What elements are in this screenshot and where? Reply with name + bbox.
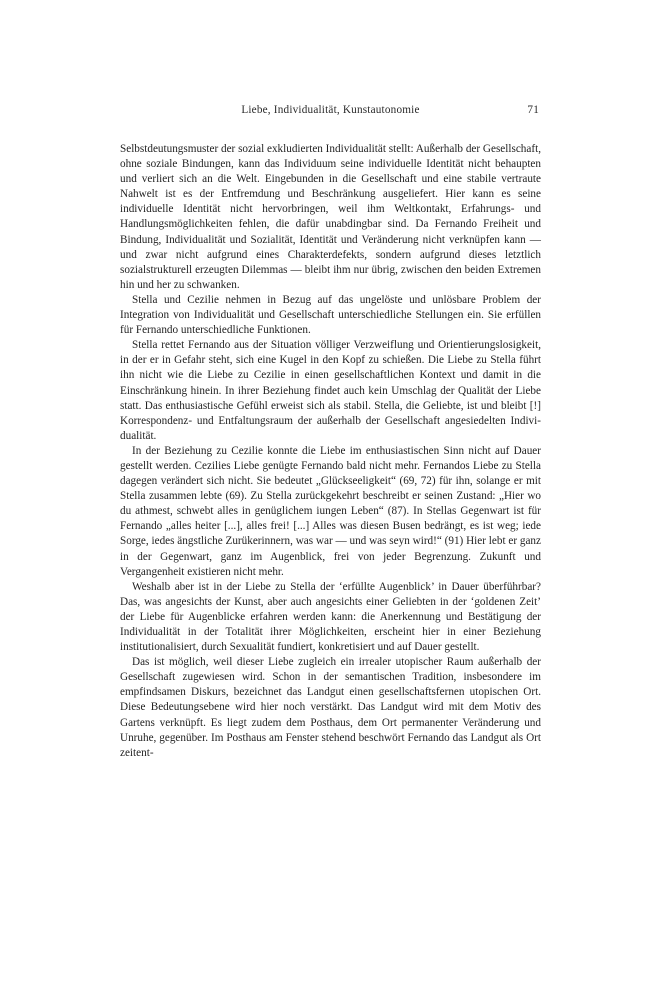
running-title: Liebe, Individualität, Kunstautonomie xyxy=(241,104,420,116)
running-head xyxy=(122,104,539,120)
page-number: 71 xyxy=(527,104,539,116)
body-text xyxy=(120,142,541,761)
paragraph: Weshalb aber ist in der Liebe zu Stella der ‘erfüllte Augenblick’ in Dauer überführbar? Das, was angesichts der Kunst, aber auch angesichts einer Geliebten in der ‘goldenen Zeit’ der Liebe für Augenblicke erfahren werden kann: die Anerkennung und Bestätigung der Individualität in der Totalität ihrer Möglichkeiten, erscheint hier in einer Beziehung institutionalisiert, durch Sexualität fundiert, konkretisiert und auf Dauer gestellt. xyxy=(120,580,541,654)
paragraph: Selbstdeutungsmuster der sozial exkludierten Individualität stellt: Außerhalb der Gesellschaft, ohne soziale Bindungen, kann das Individuum seine individuelle Identität nicht behaupten und verliert sich an die Welt. Eingebunden in die Gesellschaft und eine stabile vertraute Nahwelt ist es der Entfremdung und Beschränkung ausgeliefert. Hier kann es seine individuelle Identität nicht hervorbringen, weil ihm Weltkontakt, Erfahrungs- und Handlungsmöglichkeiten fehlen, die dafür unabdingbar sind. Da Fernando Freiheit und Bindung, Individualität und Sozialität, Identität und Veränderung nicht verknüpfen kann — und zwar nicht aufgrund eines Charakterdefekts, sondern aufgrund dieses letztlich sozialstrukturell erzeugten Dilemmas — bleibt ihm nur übrig, zwischen den beiden Extremen hin und her zu schwanken. xyxy=(120,143,541,291)
paragraph: Das ist möglich, weil dieser Liebe zugleich ein irrealer utopischer Raum außerhalb der Gesellschaft zugewiesen wird. Schon in der semantischen Tradition, insbesondere im empfindsamen Diskurs, bezeichnet das Landgut einen gesellschaftsfernen utopischen Ort. Diese Bedeutungsebene wird hier noch verstärkt. Das Landgut wird mit dem Motiv des Gartens verknüpft. Es liegt zudem dem Posthaus, dem Ort permanenter Veränderung und Unruhe, gegenüber. Im Posthaus am Fenster stehend beschwört Fernando das Landgut als Ort zeitent- xyxy=(120,656,541,759)
paragraph: Stella und Cezilie nehmen in Bezug auf das ungelöste und unlösbare Problem der Integration von Individualität und Gesellschaft unterschiedliche Stellungen ein. Sie erfüllen für Fernando unterschiedliche Funktionen. xyxy=(120,293,541,337)
paragraph: Stella rettet Fernando aus der Situation völliger Verzweiflung und Orientierungslosigkeit, in der er in Gefahr steht, sich eine Kugel in den Kopf zu schießen. Die Liebe zu Stella führt ihn nicht wie die Liebe zu Cezilie in einen gesellschaftlichen Kontext und damit in die Einschränkung hinein. In ihrer Beziehung findet auch kein Umschlag der Qualität der Liebe statt. Das enthusiastische Gefühl erweist sich als stabil. Stella, die Geliebte, ist und bleibt [!] Korrespondenz- und Entfaltungsraum der außerhalb der Gesellschaft angesiedelten Individualität. xyxy=(120,339,541,442)
paragraph: In der Beziehung zu Cezilie konnte die Liebe im enthusiastischen Sinn nicht auf Dauer gestellt werden. Cezilies Liebe genügte Fernando bald nicht mehr. Fernandos Liebe zu Stella dagegen verändert sich nicht. Sie bedeutet „Glückseeligkeit“ (69, 72) für ihn, solange er mit Stella zusammen lebte (69). Zu Stella zurückgekehrt beschreibt er seinen Zustand: „Hier wo du athmest, schwebt alles in genüglichem iungen Leben“ (87). In Stellas Gegenwart ist für Fernando „alles heiter [...], alles frei! [...] Alles was diesen Busen bedrängt, es ist weg; iede Sorge, iedes ängstliche Zurükerinnern, was war — und was seyn wird!“ (91) Hier lebt er ganz in der Gegenwart, ganz im Augenblick, frei von jeder Begrenzung. Zukunft und Vergangenheit existieren nicht mehr. xyxy=(120,444,541,578)
